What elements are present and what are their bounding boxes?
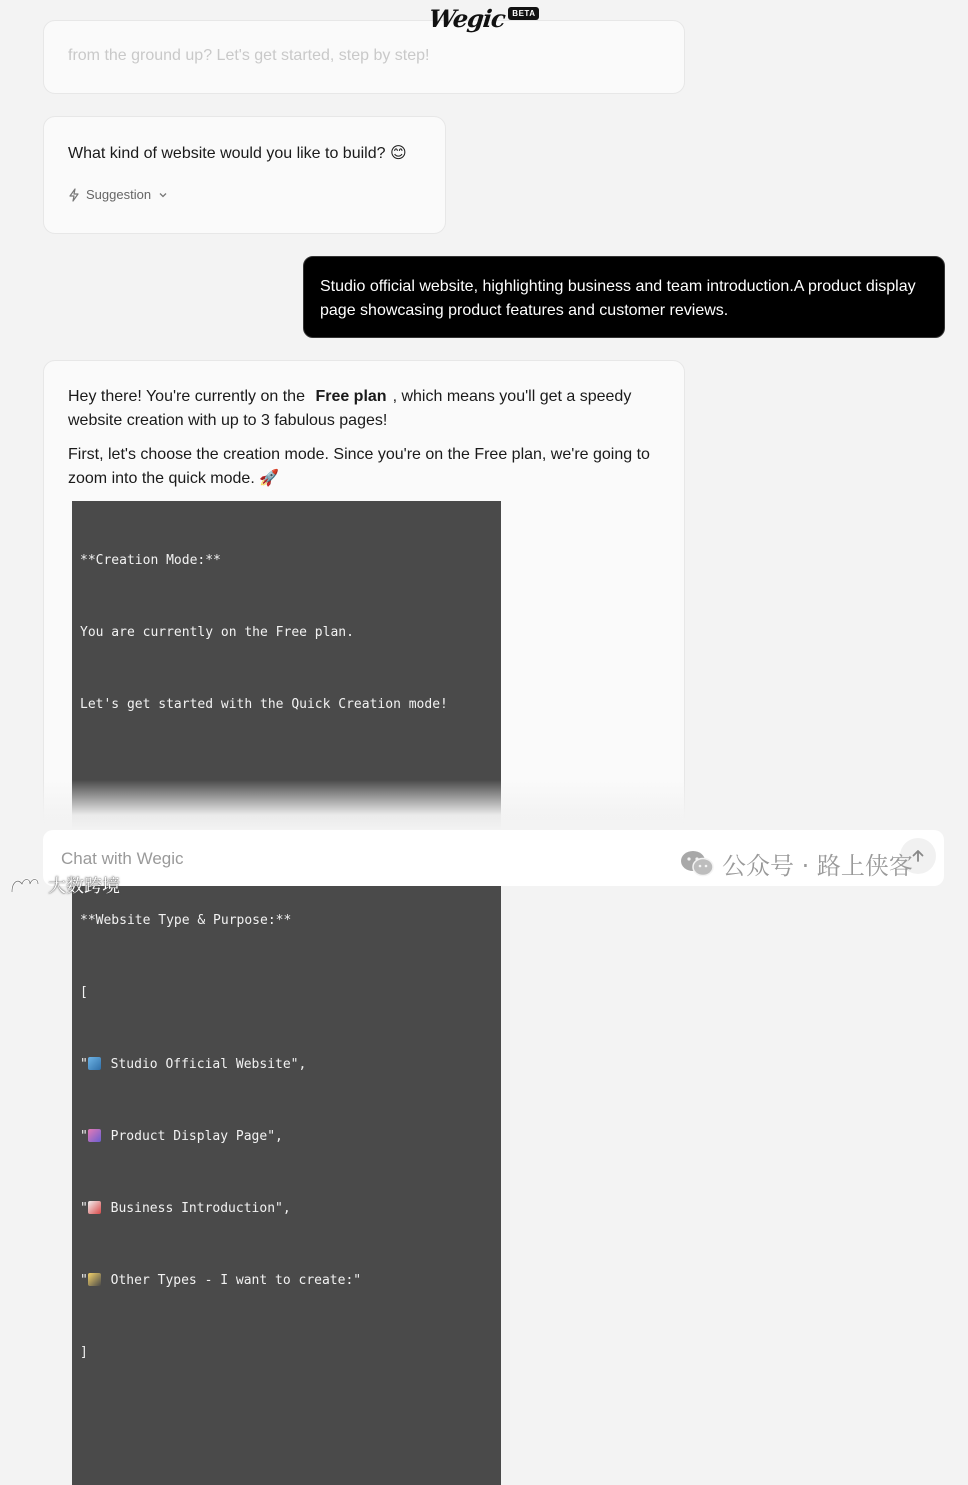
code-option-studio [80, 1053, 493, 1077]
code-line-empty [80, 1413, 493, 1437]
chevron-down-icon [157, 189, 169, 201]
loudspeaker-icon [88, 1201, 101, 1214]
ai-paragraph-mode: First, let's choose the creation mode. Since you're on the Free plan, we're going to zoom into the quick mode. 🚀 [68, 446, 650, 487]
code-line: You are currently on the Free plan. [80, 625, 354, 640]
quote: " [80, 1201, 88, 1216]
beta-badge: BETA [508, 7, 539, 20]
code-line: **Website Type & Purpose:** [80, 913, 292, 928]
code-option-other [80, 1269, 493, 1293]
watermark-brand [8, 872, 120, 898]
watermark-left-text: 大数跨境 [48, 876, 120, 897]
option-text: Business Introduction", [102, 1201, 291, 1216]
quote: " [80, 1273, 88, 1288]
option-text: Other Types - I want to create:" [102, 1273, 362, 1288]
watermark-right-text: 公众号 · 路上侠客 [722, 852, 913, 880]
option-text: Studio Official Website", [102, 1057, 307, 1072]
code-line: [ [80, 985, 88, 1000]
code-option-business [80, 1197, 493, 1221]
question-text: What kind of website would you like to build? 😊 [68, 145, 407, 162]
lightning-icon [68, 188, 80, 202]
code-option-product [80, 1125, 493, 1149]
suggestion-toggle[interactable] [68, 187, 421, 202]
office-building-icon [88, 1057, 101, 1070]
watermark-wechat [680, 846, 913, 881]
magic-wand-icon [88, 1273, 101, 1286]
ai-paragraph-plan [68, 385, 660, 433]
code-line: Let's get started with the Quick Creation mode! [80, 697, 448, 712]
suggestion-label: Suggestion [86, 187, 152, 202]
code-block [72, 501, 501, 1485]
code-line: **Creation Mode:** [80, 553, 221, 568]
plan-name: Free plan [315, 388, 387, 405]
plan-text-before: Hey there! You're currently on the [68, 388, 305, 405]
brand-logo-icon [8, 874, 44, 896]
code-line: ] [80, 1345, 88, 1360]
plan-text-after: , which means you'll get a speedy website creation with up to 3 fabulous pages! [68, 388, 632, 429]
quote: " [80, 1129, 88, 1144]
logo-wordmark: Wegic [426, 4, 506, 33]
wechat-icon [680, 850, 714, 878]
user-message [303, 256, 945, 338]
user-message-text: Studio official website, highlighting business and team introduction.A product display page showcasing product features and customer reviews. [320, 278, 916, 319]
scroll-fade-overlay [0, 780, 968, 830]
ai-message-previous-text: from the ground up? Let's get started, step by step! [68, 47, 430, 64]
shopping-bags-icon [88, 1129, 101, 1142]
option-text: Product Display Page", [102, 1129, 283, 1144]
app-logo[interactable] [0, 4, 968, 33]
chat-input[interactable] [59, 846, 763, 872]
ai-message-question [43, 116, 446, 234]
quote: " [80, 1057, 88, 1072]
